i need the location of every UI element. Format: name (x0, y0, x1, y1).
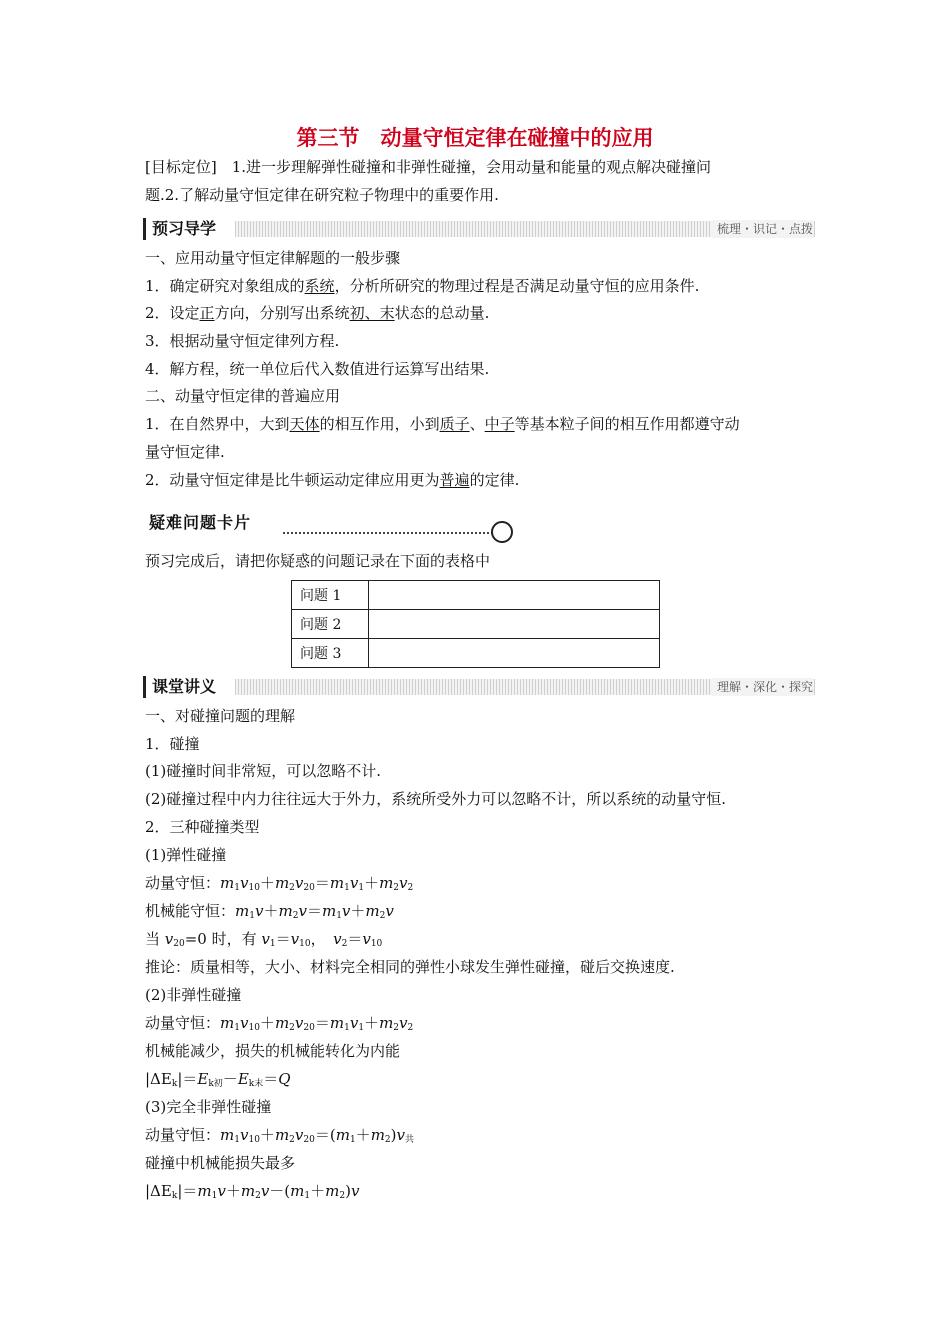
step-2: 2．设定正方向，分别写出系统初、末状态的总动量. (145, 304, 490, 322)
perfectly-inelastic-momentum: 动量守恒：$m_1v_{10}+m_2v_{20}=(m_1+m_2)v_共$ (145, 1126, 415, 1145)
question-label: 问题 2 (292, 610, 369, 639)
question-answer-cell[interactable] (369, 610, 660, 639)
step-3: 3．根据动量守恒定律列方程. (145, 332, 340, 350)
question-label: 问题 1 (292, 581, 369, 610)
preview-heading-1: 一、应用动量守恒定律解题的一般步骤 (145, 249, 401, 267)
step-4: 4．解方程，统一单位后代入数值进行运算写出结果. (145, 360, 490, 378)
collision-point-1: (1)碰撞时间非常短，可以忽略不计. (145, 762, 382, 780)
dotted-leader (283, 532, 493, 534)
collision-point-2: (2)碰撞过程中内力往往远大于外力，系统所受外力可以忽略不计，所以系统的动量守恒. (145, 790, 727, 808)
goal-line-1: [目标定位] 1.进一步理解弹性碰撞和非弹性碰撞，会用动量和能量的观点解决碰撞问 (145, 158, 712, 176)
question-answer-cell[interactable] (369, 581, 660, 610)
circle-icon (491, 521, 513, 543)
collision-heading: 1．碰撞 (145, 735, 200, 753)
question-table (291, 580, 660, 668)
inelastic-formula: $|\Delta E_k|=E_{k初}-E_{k末}=Q$ (145, 1070, 291, 1089)
question-answer-cell[interactable] (369, 639, 660, 668)
step-1: 1．确定研究对象组成的系统，分析所研究的物理过程是否满足动量守恒的应用条件. (145, 277, 700, 295)
table-row (292, 610, 660, 639)
page-title: 第三节 动量守恒定律在碰撞中的应用 (296, 126, 654, 150)
lecture-heading-1: 一、对碰撞问题的理解 (145, 707, 296, 725)
question-card-label: 疑难问题卡片 (149, 513, 252, 532)
perfectly-inelastic-loss: 碰撞中机械能损失最多 (145, 1154, 296, 1172)
table-row (292, 581, 660, 610)
preview-banner-label: 预习导学 (143, 218, 222, 240)
inelastic-energy-loss: 机械能减少，损失的机械能转化为内能 (145, 1042, 401, 1060)
question-label: 问题 3 (292, 639, 369, 668)
preview-banner-tag: 梳理・识记・点拨 (711, 220, 813, 238)
perfectly-inelastic-formula: $|\Delta E_k|=m_1v+m_2v-(m_1+m_2)v$ (145, 1182, 360, 1201)
goal-line-2: 题.2.了解动量守恒定律在研究粒子物理中的重要作用. (145, 186, 499, 204)
point-1: 1．在自然界中，大到天体的相互作用，小到质子、中子等基本粒子间的相互作用都遵守动 (145, 415, 740, 433)
elastic-momentum: 动量守恒：$m_1v_{10}+m_2v_{20}=m_1v_1+m_2v_2$ (145, 874, 414, 893)
lecture-banner-label: 课堂讲义 (143, 676, 222, 698)
elastic-energy: 机械能守恒：$m_1v+m_2v=m_1v+m_2v$ (145, 902, 394, 921)
elastic-special-case: 当 $v_{20}=0$ 时，有 $v_1=v_{10}$， $v_2=v_{10}$ (145, 930, 383, 949)
preview-banner (143, 218, 815, 240)
inference: 推论：质量相等，大小、材料完全相同的弹性小球发生弹性碰撞，碰后交换速度. (145, 958, 675, 976)
card-intro: 预习完成后，请把你疑惑的问题记录在下面的表格中 (145, 552, 491, 570)
types-heading: 2．三种碰撞类型 (145, 818, 260, 836)
point-2: 2．动量守恒定律是比牛顿运动定律应用更为普遍的定律. (145, 471, 520, 489)
perfectly-inelastic-heading: (3)完全非弹性碰撞 (145, 1098, 272, 1116)
lecture-banner (143, 676, 815, 698)
elastic-heading: (1)弹性碰撞 (145, 846, 227, 864)
question-card-header (145, 506, 375, 540)
preview-heading-2: 二、动量守恒定律的普遍应用 (145, 387, 341, 405)
point-1-cont: 量守恒定律. (145, 443, 225, 461)
table-row (292, 639, 660, 668)
lecture-banner-tag: 理解・深化・探究 (711, 678, 813, 696)
inelastic-heading: (2)非弹性碰撞 (145, 986, 242, 1004)
inelastic-momentum: 动量守恒：$m_1v_{10}+m_2v_{20}=m_1v_1+m_2v_2$ (145, 1014, 414, 1033)
